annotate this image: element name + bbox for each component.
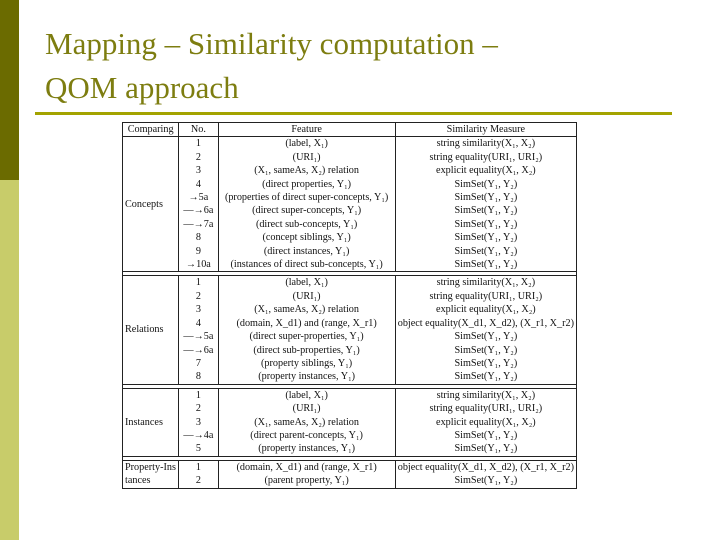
slide-title-line2: QOM approach [45, 70, 239, 105]
table-row [123, 151, 577, 164]
no-cell: 1 [179, 137, 218, 151]
header-similarity-measure: Similarity Measure [395, 123, 576, 137]
sidebar-accent-light [0, 180, 19, 540]
measure-cell: SimSet(Y₁, Y₂) [395, 258, 576, 272]
similarity-table-container [122, 122, 577, 489]
feature-cell: (direct super-properties, Y₁) [218, 330, 395, 343]
feature-cell: (direct properties, Y₁) [218, 178, 395, 191]
no-cell: 7 [179, 357, 218, 370]
no-cell: 3 [179, 416, 218, 429]
feature-cell: (label, X₁) [218, 276, 395, 290]
feature-cell: (domain, X_d1) and (range, X_r1) [218, 317, 395, 330]
table-row [123, 388, 577, 402]
no-cell: →5a [179, 191, 218, 204]
feature-cell: (X₁, sameAs, X₂) relation [218, 303, 395, 316]
no-cell: 8 [179, 370, 218, 384]
measure-cell: SimSet(Y₁, Y₂) [395, 442, 576, 456]
no-cell: —→6a [179, 344, 218, 357]
no-cell: —→6a [179, 204, 218, 217]
no-cell: 2 [179, 151, 218, 164]
measure-cell: string equality(URI₁, URI₂) [395, 290, 576, 303]
feature-cell: (direct instances, Y₁) [218, 245, 395, 258]
measure-cell: SimSet(Y₁, Y₂) [395, 370, 576, 384]
title-underline [35, 112, 672, 115]
measure-cell: SimSet(Y₁, Y₂) [395, 330, 576, 343]
table-row [123, 442, 577, 456]
table-row [123, 460, 577, 474]
table-row [123, 137, 577, 151]
measure-cell: object equality(X_d1, X_d2), (X_r1, X_r2) [395, 317, 576, 330]
no-cell: →10a [179, 258, 218, 272]
measure-cell: string equality(URI₁, URI₂) [395, 402, 576, 415]
feature-cell: (property instances, Y₁) [218, 370, 395, 384]
no-cell: 5 [179, 442, 218, 456]
table-row [123, 317, 577, 330]
feature-cell: (URI₁) [218, 402, 395, 415]
table-row [123, 245, 577, 258]
no-cell: 4 [179, 178, 218, 191]
feature-cell: (label, X₁) [218, 388, 395, 402]
similarity-table [122, 122, 577, 489]
no-cell: 9 [179, 245, 218, 258]
table-row [123, 330, 577, 343]
table-row [123, 290, 577, 303]
table-body [123, 137, 577, 488]
no-cell: 2 [179, 474, 218, 488]
table-row [123, 276, 577, 290]
measure-cell: SimSet(Y₁, Y₂) [395, 429, 576, 442]
measure-cell: SimSet(Y₁, Y₂) [395, 231, 576, 244]
feature-cell: (domain, X_d1) and (range, X_r1) [218, 460, 395, 474]
no-cell: 1 [179, 460, 218, 474]
feature-cell: (property siblings, Y₁) [218, 357, 395, 370]
no-cell: 1 [179, 276, 218, 290]
table-row [123, 474, 577, 488]
measure-cell: SimSet(Y₁, Y₂) [395, 357, 576, 370]
header-feature: Feature [218, 123, 395, 137]
table-row [123, 357, 577, 370]
header-no: No. [179, 123, 218, 137]
feature-cell: (direct super-concepts, Y₁) [218, 204, 395, 217]
feature-cell: (property instances, Y₁) [218, 442, 395, 456]
table-row [123, 178, 577, 191]
no-cell: 3 [179, 164, 218, 177]
table-row [123, 370, 577, 384]
no-cell: —→7a [179, 218, 218, 231]
measure-cell: SimSet(Y₁, Y₂) [395, 218, 576, 231]
feature-cell: (X₁, sameAs, X₂) relation [218, 164, 395, 177]
measure-cell: SimSet(Y₁, Y₂) [395, 178, 576, 191]
no-cell: 8 [179, 231, 218, 244]
feature-cell: (properties of direct super-concepts, Y₁) [218, 191, 395, 204]
measure-cell: explicit equality(X₁, X₂) [395, 416, 576, 429]
comparing-cell: Property-Instances [123, 460, 179, 488]
no-cell: —→5a [179, 330, 218, 343]
table-row [123, 164, 577, 177]
feature-cell: (direct sub-properties, Y₁) [218, 344, 395, 357]
table-row [123, 402, 577, 415]
feature-cell: (direct parent-concepts, Y₁) [218, 429, 395, 442]
no-cell: 2 [179, 290, 218, 303]
measure-cell: SimSet(Y₁, Y₂) [395, 204, 576, 217]
header-comparing: Comparing [123, 123, 179, 137]
measure-cell: object equality(X_d1, X_d2), (X_r1, X_r2) [395, 460, 576, 474]
measure-cell: explicit equality(X₁, X₂) [395, 303, 576, 316]
comparing-cell: Instances [123, 388, 179, 456]
measure-cell: SimSet(Y₁, Y₂) [395, 344, 576, 357]
no-cell: 1 [179, 388, 218, 402]
no-cell: —→4a [179, 429, 218, 442]
measure-cell: SimSet(Y₁, Y₂) [395, 191, 576, 204]
table-row [123, 416, 577, 429]
table-row [123, 191, 577, 204]
measure-cell: string similarity(X₁, X₂) [395, 388, 576, 402]
table-row [123, 303, 577, 316]
feature-cell: (instances of direct sub-concepts, Y₁) [218, 258, 395, 272]
no-cell: 4 [179, 317, 218, 330]
feature-cell: (label, X₁) [218, 137, 395, 151]
feature-cell: (URI₁) [218, 290, 395, 303]
table-row [123, 204, 577, 217]
measure-cell: SimSet(Y₁, Y₂) [395, 474, 576, 488]
slide-title [45, 22, 685, 110]
measure-cell: SimSet(Y₁, Y₂) [395, 245, 576, 258]
table-row [123, 258, 577, 272]
no-cell: 2 [179, 402, 218, 415]
measure-cell: explicit equality(X₁, X₂) [395, 164, 576, 177]
measure-cell: string similarity(X₁, X₂) [395, 137, 576, 151]
comparing-cell: Relations [123, 276, 179, 384]
measure-cell: string equality(URI₁, URI₂) [395, 151, 576, 164]
feature-cell: (parent property, Y₁) [218, 474, 395, 488]
table-header-row [123, 123, 577, 137]
no-cell: 3 [179, 303, 218, 316]
slide-title-line1: Mapping – Similarity computation – [45, 26, 498, 61]
feature-cell: (direct sub-concepts, Y₁) [218, 218, 395, 231]
table-row [123, 429, 577, 442]
comparing-cell: Concepts [123, 137, 179, 272]
measure-cell: string similarity(X₁, X₂) [395, 276, 576, 290]
sidebar-accent-dark [0, 0, 19, 180]
table-row [123, 218, 577, 231]
feature-cell: (concept siblings, Y₁) [218, 231, 395, 244]
feature-cell: (X₁, sameAs, X₂) relation [218, 416, 395, 429]
table-row [123, 231, 577, 244]
table-row [123, 344, 577, 357]
feature-cell: (URI₁) [218, 151, 395, 164]
